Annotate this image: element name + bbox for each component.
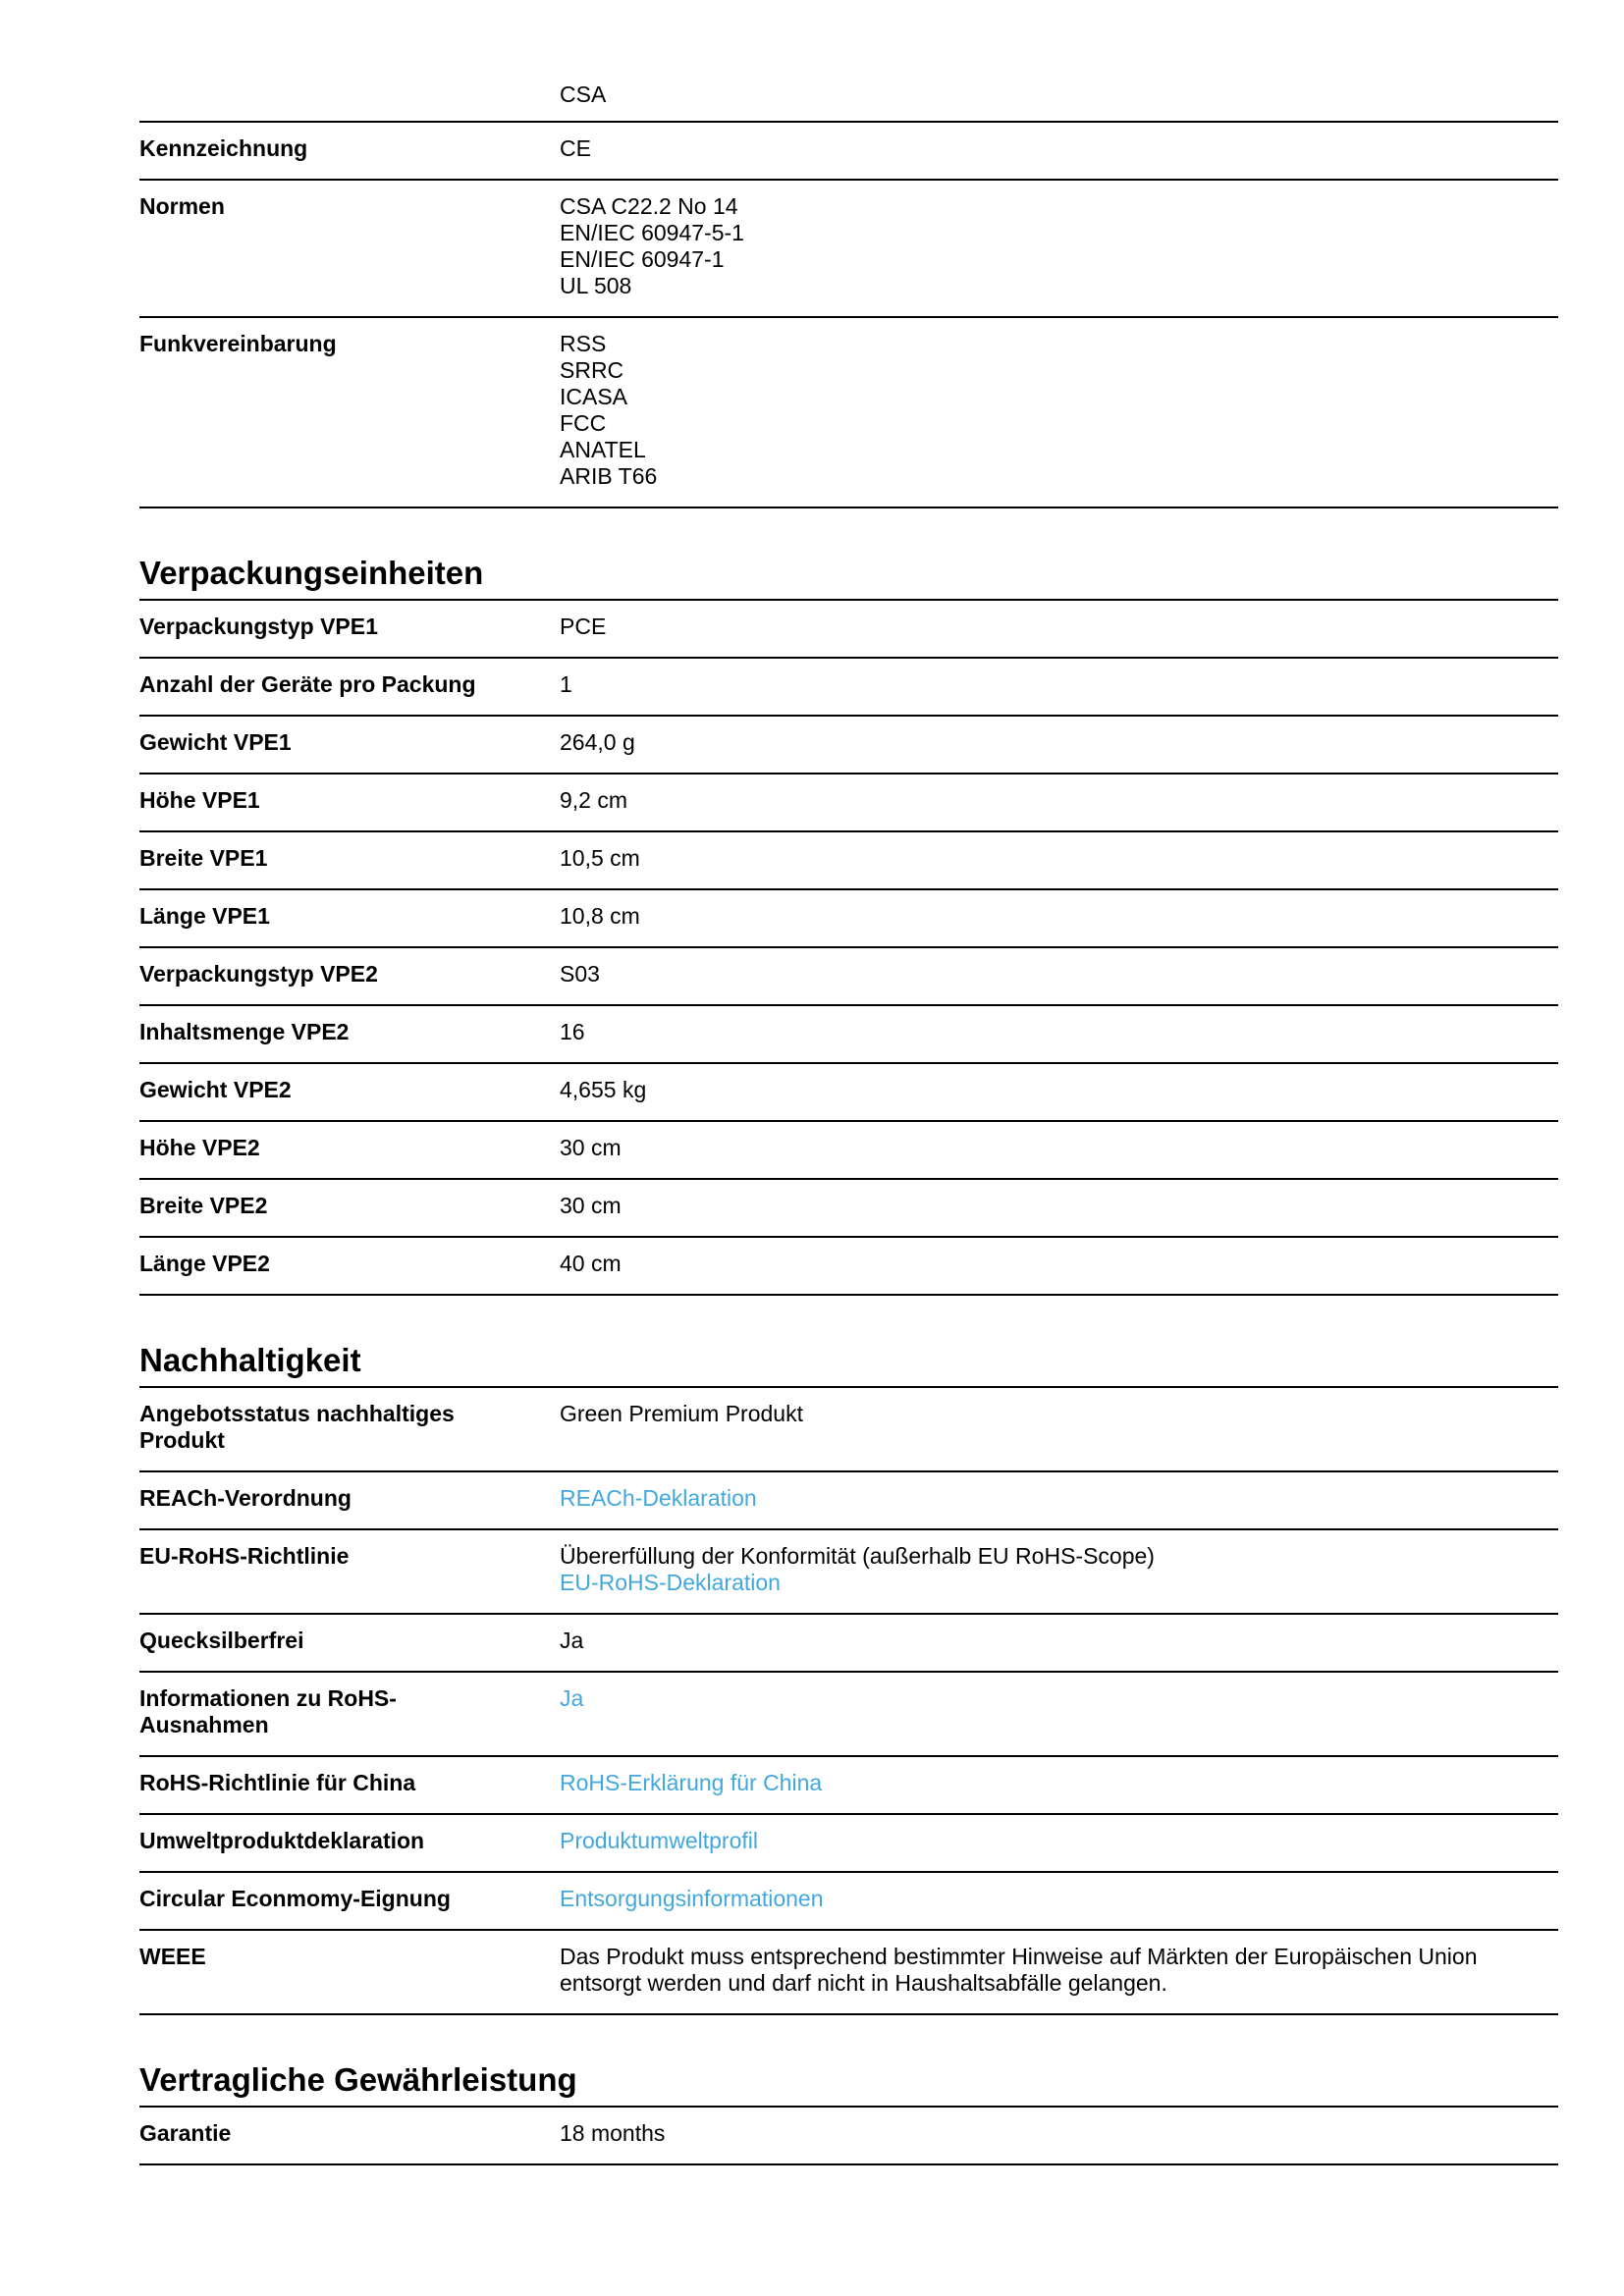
spec-label: REACh-Verordnung (139, 1485, 352, 1511)
spec-label: Kennzeichnung (139, 135, 308, 161)
spec-value-text: Ja (560, 1628, 584, 1653)
spec-label: Höhe VPE2 (139, 1135, 260, 1160)
spec-value-text: 10,8 cm (560, 903, 640, 929)
spec-value (560, 2120, 1558, 2147)
spec-row (139, 1615, 1558, 1673)
spec-value (560, 81, 1558, 108)
spec-label: Länge VPE2 (139, 1251, 270, 1276)
spec-row (139, 1006, 1558, 1064)
spec-label: Breite VPE1 (139, 845, 268, 871)
spec-value (560, 193, 1558, 299)
spec-row (139, 2108, 1558, 2165)
spec-value (560, 1828, 1558, 1854)
spec-value-text: Das Produkt muss entsprechend bestimmter Hinweise auf Märkten der Europäischen Union entsorgt werden und darf nicht in Haushaltsabfälle gelangen. (560, 1944, 1478, 1996)
spec-row (139, 1388, 1558, 1472)
spec-label: Inhaltsmenge VPE2 (139, 1019, 350, 1044)
spec-value (560, 135, 1558, 162)
spec-value-text: SRRC (560, 357, 624, 383)
spec-value (560, 1251, 1558, 1277)
spec-value-text: CSA (560, 81, 607, 107)
spec-value (560, 1077, 1558, 1103)
spec-label: Gewicht VPE2 (139, 1077, 292, 1102)
spec-value-text: 30 cm (560, 1193, 622, 1218)
spec-value (560, 1685, 1558, 1738)
spec-label: Funkvereinbarung (139, 331, 337, 356)
section-sustainability (139, 1341, 1558, 2015)
spec-value (560, 1135, 1558, 1161)
section-packaging (139, 554, 1558, 1296)
spec-row (139, 890, 1558, 948)
spec-value-text: UL 508 (560, 273, 632, 298)
spec-label: Circular Econmomy-Eignung (139, 1886, 451, 1911)
spec-row (139, 181, 1558, 318)
spec-label: Gewicht VPE1 (139, 729, 292, 755)
spec-label: WEEE (139, 1944, 206, 1969)
spec-row (139, 318, 1558, 508)
rohs-ausnahmen-ja-link[interactable]: Ja (560, 1685, 584, 1711)
spec-value (560, 1193, 1558, 1219)
spec-value-text: PCE (560, 614, 607, 639)
spec-row (139, 81, 1558, 123)
spec-label: Umweltproduktdeklaration (139, 1828, 425, 1853)
spec-value-text: ARIB T66 (560, 463, 658, 489)
spec-value (560, 671, 1558, 698)
spec-label: Verpackungstyp VPE2 (139, 961, 378, 987)
spec-value (560, 1886, 1558, 1912)
spec-row (139, 1238, 1558, 1296)
reach-deklaration-link[interactable]: REACh-Deklaration (560, 1485, 757, 1511)
spec-value (560, 903, 1558, 930)
spec-value (560, 787, 1558, 814)
entsorgungsinformationen-link[interactable]: Entsorgungsinformationen (560, 1886, 824, 1911)
spec-row (139, 1472, 1558, 1530)
spec-label (139, 81, 560, 108)
spec-label: Informationen zu RoHS-Ausnahmen (139, 1685, 397, 1737)
packaging-table (139, 601, 1558, 1296)
section-title-warranty: Vertragliche Gewährleistung (139, 2060, 1558, 2108)
spec-value (560, 1770, 1558, 1796)
spec-value-text: CSA C22.2 No 14 (560, 193, 738, 219)
spec-row (139, 659, 1558, 717)
spec-row (139, 774, 1558, 832)
spec-value-text: 16 (560, 1019, 585, 1044)
spec-value (560, 1485, 1558, 1512)
spec-label: Normen (139, 193, 225, 219)
spec-value (560, 331, 1558, 490)
spec-value-text: ANATEL (560, 437, 646, 462)
spec-value-text: ICASA (560, 384, 628, 409)
spec-value (560, 614, 1558, 640)
spec-value-text: EN/IEC 60947-5-1 (560, 220, 744, 245)
spec-value-text: 40 cm (560, 1251, 622, 1276)
spec-value-text: 264,0 g (560, 729, 635, 755)
spec-label: Höhe VPE1 (139, 787, 260, 813)
produktumweltprofil-link[interactable]: Produktumweltprofil (560, 1828, 758, 1853)
spec-value-text: 4,655 kg (560, 1077, 647, 1102)
spec-row (139, 1180, 1558, 1238)
spec-value (560, 1543, 1558, 1596)
spec-label: Anzahl der Geräte pro Packung (139, 671, 476, 697)
spec-value-text: S03 (560, 961, 600, 987)
spec-value-text: 9,2 cm (560, 787, 628, 813)
spec-label: Breite VPE2 (139, 1193, 268, 1218)
section-title-sustainability: Nachhaltigkeit (139, 1341, 1558, 1388)
spec-value-text: Green Premium Produkt (560, 1401, 803, 1426)
spec-label: EU-RoHS-Richtlinie (139, 1543, 350, 1569)
spec-value (560, 1019, 1558, 1045)
spec-value-text: CE (560, 135, 591, 161)
section-title-packaging: Verpackungseinheiten (139, 554, 1558, 601)
spec-label: RoHS-Richtlinie für China (139, 1770, 416, 1795)
section-warranty (139, 2060, 1558, 2165)
spec-label: Garantie (139, 2120, 232, 2146)
spec-row (139, 123, 1558, 181)
spec-value-text: 10,5 cm (560, 845, 640, 871)
spec-value (560, 729, 1558, 756)
spec-value-text: FCC (560, 410, 607, 436)
warranty-table (139, 2108, 1558, 2165)
spec-row (139, 1757, 1558, 1815)
rohs-erklaerung-china-link[interactable]: RoHS-Erklärung für China (560, 1770, 823, 1795)
spec-value-text: 18 months (560, 2120, 666, 2146)
spec-value-text: Übererfüllung der Konformität (außerhalb EU RoHS-Scope) (560, 1543, 1155, 1569)
spec-row (139, 832, 1558, 890)
spec-value-text: RSS (560, 331, 607, 356)
spec-value (560, 1944, 1558, 1997)
spec-value (560, 961, 1558, 988)
spec-row (139, 1873, 1558, 1931)
spec-row (139, 1931, 1558, 2015)
sustainability-table (139, 1388, 1558, 2015)
datasheet-content (139, 0, 1558, 2165)
spec-row (139, 948, 1558, 1006)
spec-row (139, 1673, 1558, 1757)
spec-row (139, 601, 1558, 659)
spec-value (560, 845, 1558, 872)
eu-rohs-deklaration-link[interactable]: EU-RoHS-Deklaration (560, 1570, 781, 1595)
spec-value (560, 1628, 1558, 1654)
spec-row (139, 1064, 1558, 1122)
spec-row (139, 1530, 1558, 1615)
spec-row (139, 1122, 1558, 1180)
spec-value (560, 1401, 1558, 1454)
certifications-table (139, 81, 1558, 508)
spec-row (139, 1815, 1558, 1873)
spec-label: Quecksilberfrei (139, 1628, 304, 1653)
spec-label: Angebotsstatus nachhaltiges Produkt (139, 1401, 455, 1453)
spec-row (139, 717, 1558, 774)
spec-label: Länge VPE1 (139, 903, 270, 929)
spec-value-text: 30 cm (560, 1135, 622, 1160)
spec-value-text: EN/IEC 60947-1 (560, 246, 725, 272)
spec-value-text: 1 (560, 671, 572, 697)
spec-label: Verpackungstyp VPE1 (139, 614, 378, 639)
